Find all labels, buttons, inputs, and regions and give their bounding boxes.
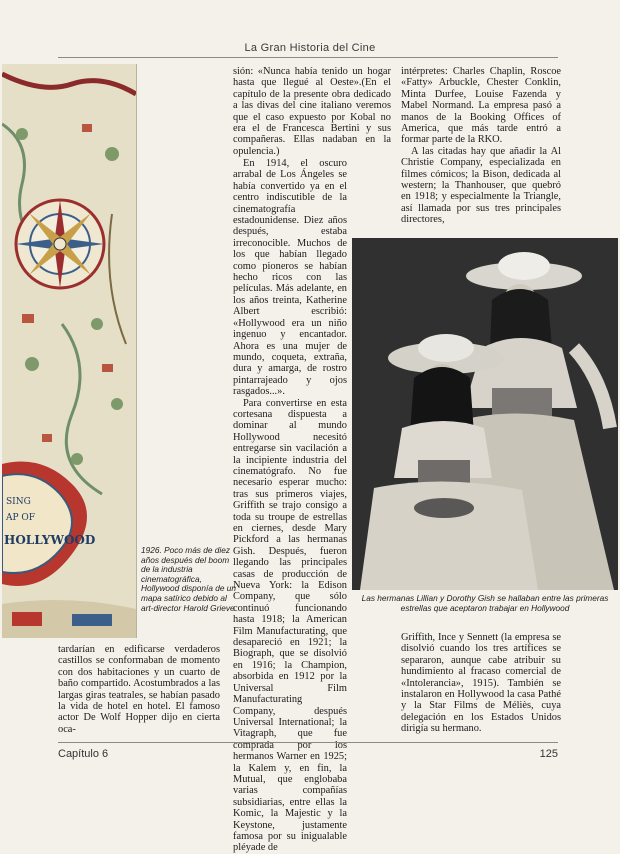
body-column-bottom-right xyxy=(401,632,561,735)
paragraph: Para convertirse en esta cortesana dispuesta a dominar al mundo Hollywood necesitó entregarse sin vacilación a la incipiente industria del cinematógrafo. No fue necesario esperar mucho: tras sus primeros viajes, Griffith se trajo consigo a toda su troupe de estrellas en ciernes, desde Mary Pickford a las hermanas Gish. Después, fueron llegando las principales casas de producción de Nueva York: la Edison Company, que sólo continuó funcionando hasta 1918; la American Film Manufacturating, que desapareció en 1921; la Biograph, que se disolvió en 1916; la Champion, absorbida en 1912 por la Universal Film Manufacturating Company, después Universal International; la Vitagraph, que fue comprada por los hermanos Warner en 1925; la Kalem y, en fin, la Mutual, que englobaba varias compañías subsidiarias, entre ellas la Komic, la Majestic y la Keystone, justamente famosa por su inigualable pléyade de xyxy=(233,397,347,854)
body-column-bottom-left xyxy=(58,644,220,735)
page-number: 125 xyxy=(539,748,558,760)
paragraph: A las citadas hay que añadir la Al Christie Company, especializada en filmes cómicos; la Bison, dedicada al western; la Thanhouser, que quebró en 1918; y especialmente la Triangle, así llamada por sus tres principales directores, xyxy=(401,145,561,226)
photo-caption: Las hermanas Lillian y Dorothy Gish se hallaban entre las primeras estrellas que aceptaron trabajar en Hollywood xyxy=(361,593,609,613)
paragraph: tardarían en edificarse verdaderos castillos se conformaban de momento con dos habitaciones y un cuarto de baño compartido. Acostumbrados a las largas giras teatrales, se habían pasado la vida de hotel en hotel. El famoso actor De Wolf Hopper dijo en cierta oca- xyxy=(58,644,220,735)
map-label-sing: SING xyxy=(6,497,31,507)
map-label-hollywood: HOLLYWOOD xyxy=(4,533,96,547)
running-title: La Gran Historia del Cine xyxy=(244,42,376,54)
body-column-c xyxy=(401,66,561,226)
gish-sisters-photo xyxy=(352,238,618,590)
map-caption: 1926. Poco más de diez años después del boom de la industria cinematográfica, Hollywood disponía de un mapa satírico debido al art-director Harold Grieve xyxy=(141,545,237,613)
body-column-a xyxy=(233,158,347,854)
map-drawing xyxy=(2,64,136,638)
map-label-ap-of: AP OF xyxy=(6,513,36,523)
chapter-label: Capítulo 6 xyxy=(58,748,109,760)
paragraph: intérpretes: Charles Chaplin, Roscoe «Fatty» Arbuckle, Chester Conklin, Minta Durfee, Louise Fazenda y Mabel Normand. La empresa pasó a manos de la Booking Offices of America, que más tarde entró a formar parte de la RKO. xyxy=(401,66,561,146)
photo-drawing xyxy=(352,238,618,590)
header-rule xyxy=(58,57,558,58)
paragraph: Griffith, Ince y Sennett (la empresa se disolvió cuando los tres artífices se separaron, aunque cabe atribuir su hundimiento al fracaso comercial de «Intolerancia», 1915). También se instalaron en Hollywood la casa Pathé y la Star Films de Méliès, cuya delegación en los Estados Unidos dirigía su hermano. xyxy=(401,632,561,735)
paragraph: En 1914, el oscuro arrabal de Los Ángeles se había convertido ya en el centro indiscutible de la cinematografía estadounidense. Diez años después, estaba irreconocible. Muchos de los que habían llegado como pioneros se habían hecho ricos con las películas. Más adelante, en los años treinta, Katherine Albert escribió: «Hollywood era un niño ingenuo y encantador. Ahora es una mujer de mundo, coqueta, extraña, dura y amarga, de rostro pintarrajeado y ojos rasgados...». xyxy=(233,158,347,398)
hollywood-map-illustration xyxy=(2,64,137,638)
footer-rule xyxy=(58,742,558,743)
paragraph: sión: «Nunca había tenido un hogar hasta que llegué al Oeste».(En el capítulo de la presente obra dedicado a las divas del cine italiano veremos que el caso expuesto por Kobal no era el de Francesca Bertini y sus compañeras. Ellas nadaban en la opulencia.) xyxy=(233,66,391,157)
body-column-a-top xyxy=(233,66,391,157)
